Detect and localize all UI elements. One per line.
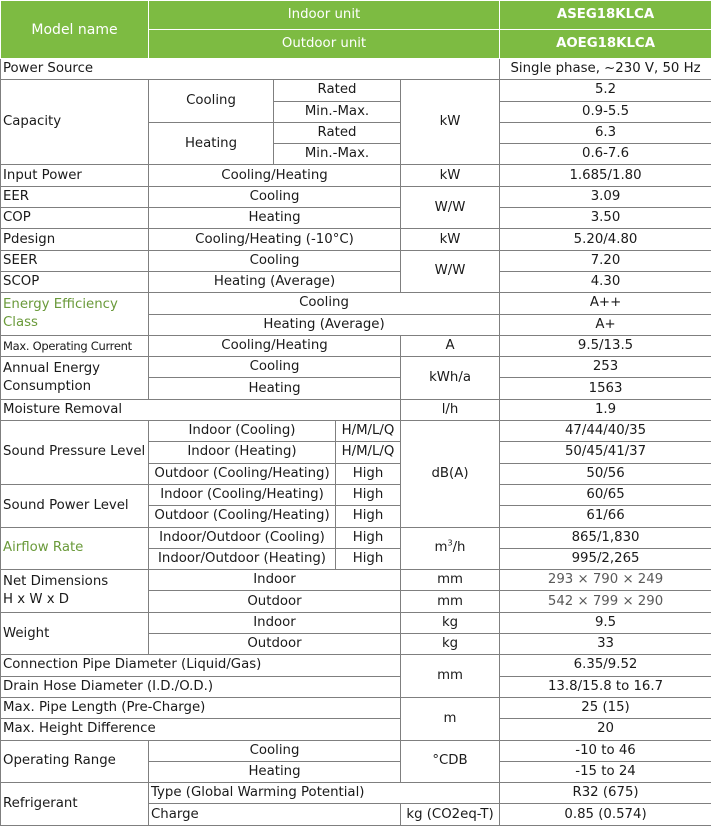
weight-outdoor-value: 33 [500,634,711,655]
sound-unit: dB(A) [401,421,500,527]
row-scop [1,271,711,292]
energy-class-label [1,293,149,336]
max-current-label: Max. Operating Current [1,335,149,356]
cop-label: COP [1,208,149,229]
annual-energy-unit: kWh/a [401,357,500,400]
annual-energy-label-line2: Consumption [3,378,92,394]
capacity-heating-rated-label: Rated [274,122,401,143]
sound-pressure-r3-label: Outdoor (Cooling/Heating) [149,463,336,484]
capacity-cooling-rated-label: Rated [274,80,401,101]
sound-power-r2-label: Outdoor (Cooling/Heating) [149,506,336,527]
weight-indoor-value: 9.5 [500,612,711,633]
sound-power-r1-label: Indoor (Cooling/Heating) [149,484,336,505]
operating-range-unit: °CDB [401,740,500,783]
sound-pressure-r1-label: Indoor (Cooling) [149,421,336,442]
seer-scop-unit: W/W [401,250,500,293]
connection-pipe-label: Connection Pipe Diameter (Liquid/Gas) [1,655,401,676]
operating-cooling-label: Cooling [149,740,401,761]
row-pdesign [1,229,711,250]
dimensions-outdoor-label: Outdoor [149,591,401,612]
airflow-unit-base: m [434,540,448,556]
row-dimensions-indoor [1,570,711,591]
weight-indoor-label: Indoor [149,612,401,633]
power-source-value: Single phase, ~230 V, 50 Hz [500,59,711,80]
dimensions-indoor-value: 293 × 790 × 249 [500,570,711,591]
sound-pressure-r3-value: 50/56 [500,463,711,484]
refrigerant-label: Refrigerant [1,783,149,826]
moisture-value: 1.9 [500,399,711,420]
outdoor-model-value: AOEG18KLCA [500,30,711,59]
annual-energy-label [1,357,149,400]
row-capacity-cooling-rated [1,80,711,101]
row-weight-indoor [1,612,711,633]
max-pipe-length-label: Max. Pipe Length (Pre-Charge) [1,697,401,718]
row-sound-pressure-1 [1,421,711,442]
capacity-cooling-label: Cooling [149,80,274,123]
airflow-label: Airflow Rate [1,527,149,570]
row-airflow-1 [1,527,711,548]
pdesign-unit: kW [401,229,500,250]
sound-pressure-r1-mode: H/M/L/Q [336,421,401,442]
row-seer [1,250,711,271]
annual-energy-heating-value: 1563 [500,378,711,399]
dimensions-outdoor-value: 542 × 799 × 290 [500,591,711,612]
seer-label: SEER [1,250,149,271]
capacity-cooling-minmax-value: 0.9-5.5 [500,101,711,122]
annual-energy-heating-label: Heating [149,378,401,399]
moisture-label: Moisture Removal [1,399,401,420]
pdesign-label: Pdesign [1,229,149,250]
row-moisture [1,399,711,420]
max-current-value: 9.5/13.5 [500,335,711,356]
operating-cooling-value: -10 to 46 [500,740,711,761]
annual-energy-cooling-value: 253 [500,357,711,378]
max-current-mode: Cooling/Heating [149,335,401,356]
row-operating-cooling [1,740,711,761]
airflow-r1-mode: High [336,527,401,548]
operating-heating-label: Heating [149,761,401,782]
row-power-source [1,59,711,80]
row-drain-hose [1,676,711,697]
power-source-label: Power Source [1,59,500,80]
operating-heating-value: -15 to 24 [500,761,711,782]
annual-energy-cooling-label: Cooling [149,357,401,378]
moisture-unit: l/h [401,399,500,420]
sound-pressure-r1-value: 47/44/40/35 [500,421,711,442]
scop-label: SCOP [1,271,149,292]
sound-power-r2-value: 61/66 [500,506,711,527]
energy-class-heating-label: Heating (Average) [149,314,500,335]
weight-label: Weight [1,612,149,655]
sound-pressure-r2-mode: H/M/L/Q [336,442,401,463]
indoor-unit-label: Indoor unit [149,1,500,30]
pipe-unit: mm [401,655,500,698]
cop-mode: Heating [149,208,401,229]
capacity-label: Capacity [1,80,149,165]
outdoor-unit-label: Outdoor unit [149,30,500,59]
sound-power-r1-value: 60/65 [500,484,711,505]
energy-class-cooling-value: A++ [500,293,711,314]
annual-energy-label-line1: Annual Energy [3,360,100,376]
airflow-r2-mode: High [336,548,401,569]
row-annual-energy-cooling [1,357,711,378]
length-unit: m [401,697,500,740]
seer-mode: Cooling [149,250,401,271]
cop-value: 3.50 [500,208,711,229]
max-current-unit: A [401,335,500,356]
eer-label: EER [1,186,149,207]
eer-cop-unit: W/W [401,186,500,229]
row-energy-class-cooling [1,293,711,314]
refrigerant-type-value: R32 (675) [500,783,711,804]
pdesign-mode: Cooling/Heating (-10°C) [149,229,401,250]
max-height-label: Max. Height Difference [1,719,401,740]
capacity-heating-minmax-value: 0.6-7.6 [500,144,711,165]
dimensions-label-line2: H x W x D [3,591,70,607]
drain-hose-value: 13.8/15.8 to 16.7 [500,676,711,697]
input-power-value: 1.685/1.80 [500,165,711,186]
seer-value: 7.20 [500,250,711,271]
header-row-indoor [1,1,711,30]
input-power-unit: kW [401,165,500,186]
energy-class-label-line1: Energy Efficiency [3,297,118,313]
refrigerant-type-label: Type (Global Warming Potential) [149,783,500,804]
airflow-r2-label: Indoor/Outdoor (Heating) [149,548,336,569]
capacity-unit: kW [401,80,500,165]
capacity-heating-rated-value: 6.3 [500,122,711,143]
input-power-mode: Cooling/Heating [149,165,401,186]
energy-class-heating-value: A+ [500,314,711,335]
input-power-label: Input Power [1,165,149,186]
row-max-pipe-length [1,697,711,718]
refrigerant-charge-unit: kg (CO2eq-T) [401,804,500,825]
sound-pressure-r2-label: Indoor (Heating) [149,442,336,463]
eer-value: 3.09 [500,186,711,207]
dimensions-outdoor-unit: mm [401,591,500,612]
row-eer [1,186,711,207]
connection-pipe-value: 6.35/9.52 [500,655,711,676]
airflow-r1-value: 865/1,830 [500,527,711,548]
dimensions-label [1,570,149,613]
weight-outdoor-unit: kg [401,634,500,655]
energy-class-label-line2: Class [3,315,38,331]
row-max-current [1,335,711,356]
refrigerant-charge-value: 0.85 (0.574) [500,804,711,825]
row-max-height [1,719,711,740]
max-height-value: 20 [500,719,711,740]
indoor-model-value: ASEG18KLCA [500,1,711,30]
sound-power-label: Sound Power Level [1,484,149,527]
capacity-cooling-minmax-label: Min.-Max. [274,101,401,122]
sound-pressure-r3-mode: High [336,463,401,484]
row-sound-power-1 [1,484,711,505]
airflow-r2-value: 995/2,265 [500,548,711,569]
operating-range-label: Operating Range [1,740,149,783]
airflow-unit-sup: 3 [447,538,453,548]
drain-hose-label: Drain Hose Diameter (I.D./O.D.) [1,676,401,697]
dimensions-indoor-unit: mm [401,570,500,591]
pdesign-value: 5.20/4.80 [500,229,711,250]
scop-mode: Heating (Average) [149,271,401,292]
capacity-heating-label: Heating [149,122,274,165]
sound-pressure-label: Sound Pressure Level [1,421,149,485]
weight-outdoor-label: Outdoor [149,634,401,655]
row-cop [1,208,711,229]
sound-power-r1-mode: High [336,484,401,505]
row-connection-pipe [1,655,711,676]
max-pipe-length-value: 25 (15) [500,697,711,718]
energy-class-cooling-label: Cooling [149,293,500,314]
sound-power-r2-mode: High [336,506,401,527]
scop-value: 4.30 [500,271,711,292]
eer-mode: Cooling [149,186,401,207]
capacity-cooling-rated-value: 5.2 [500,80,711,101]
dimensions-label-line1: Net Dimensions [3,573,109,589]
airflow-unit-tail: /h [452,540,466,556]
model-name-label: Model name [1,1,149,59]
row-refrigerant-type [1,783,711,804]
weight-indoor-unit: kg [401,612,500,633]
refrigerant-charge-label: Charge [149,804,401,825]
capacity-heating-minmax-label: Min.-Max. [274,144,401,165]
dimensions-indoor-label: Indoor [149,570,401,591]
airflow-unit [401,527,500,570]
row-input-power [1,165,711,186]
sound-pressure-r2-value: 50/45/41/37 [500,442,711,463]
airflow-r1-label: Indoor/Outdoor (Cooling) [149,527,336,548]
